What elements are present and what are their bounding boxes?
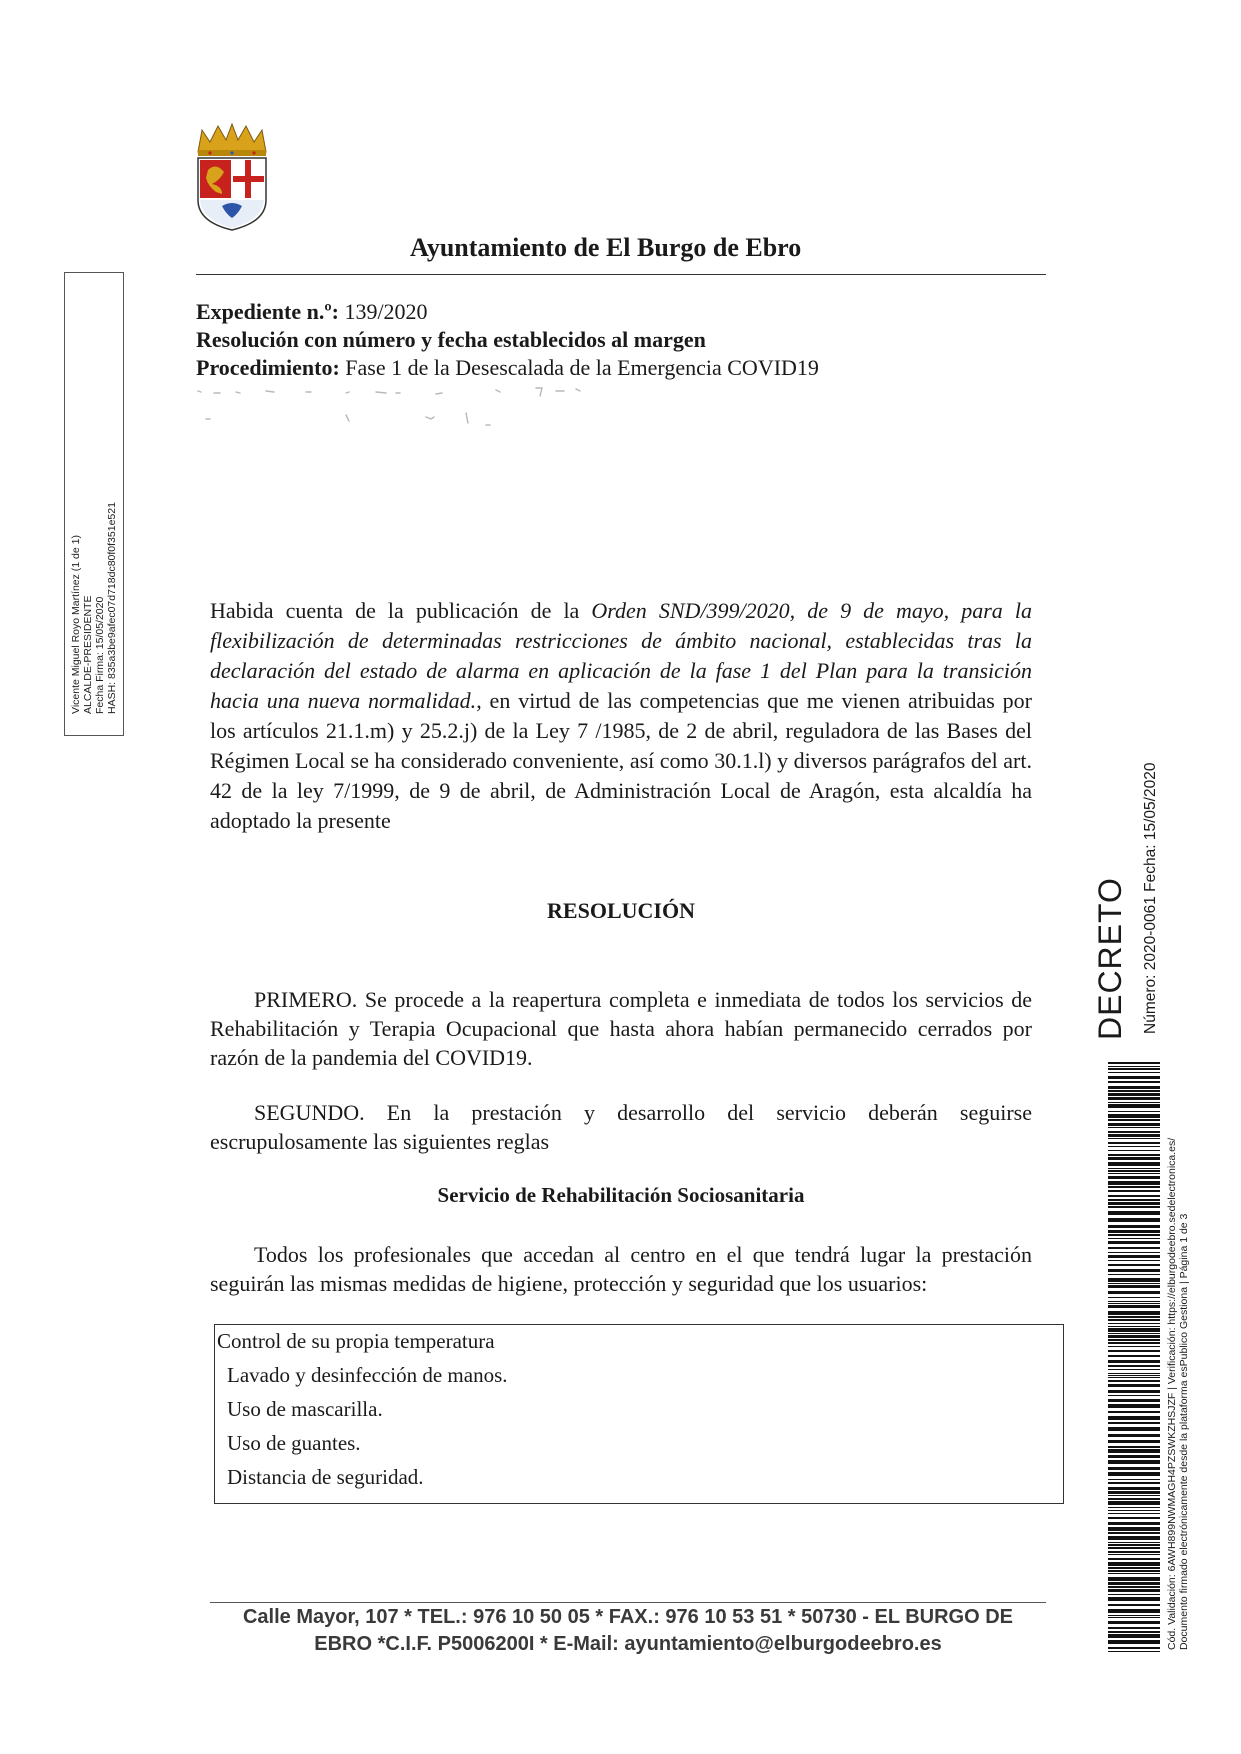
list-item: Control de su propia temperatura	[217, 1329, 495, 1353]
footer-divider	[210, 1602, 1046, 1603]
intro-text-b: , en virtud de las competencias que me vienen atribuidas por los artículos 21.1.m) y 25.2.j) de la Ley 7 /1985, de 2 de abril, reguladora de las Bases del Régimen Local se ha considerado conveniente, así como 30.1.l) y diversos parágrafos del art. 42 de la ley 7/1999, de 9 de abril, de Administración Local de Aragón, esta alcaldía ha adoptado la presente	[210, 688, 1032, 833]
procedimiento-label: Procedimiento:	[196, 355, 340, 380]
resolucion-text: Resolución con número y fecha establecidos al margen	[196, 327, 706, 352]
procedimiento-value: Fase 1 de la Desescalada de la Emergencia COVID19	[345, 355, 819, 380]
verification-text	[1166, 1138, 1190, 1650]
sign-date: Fecha Firma: 15/05/2020	[94, 596, 106, 714]
coat-of-arms-icon	[192, 122, 272, 234]
footer-line-2: EBRO *C.I.F. P5006200I * E-Mail: ayuntamiento@elburgodeebro.es	[314, 1633, 942, 1655]
barcode-icon	[1108, 1062, 1160, 1652]
verification-platform: Documento firmado electrónicamente desde la plataforma esPublico Gestiona | Página 1 de 3	[1178, 1213, 1190, 1650]
verification-code: Cód. Validación: 6AWH899NWMAGH4PZSWKZHSJZF | Verificación: https://elburgodeebro.sedelectronica.es/	[1166, 1137, 1178, 1650]
signer-name: Vicente Miguel Royo Martínez (1 de 1)	[70, 535, 82, 714]
expediente-label: Expediente n.º:	[196, 299, 339, 324]
procedimiento-line	[196, 354, 819, 382]
rules-box	[214, 1324, 1064, 1504]
resolucion-heading: RESOLUCIÓN	[547, 898, 695, 923]
decreto-label: DECRETO	[1092, 877, 1128, 1040]
expediente-line	[196, 298, 428, 326]
signer-role: ALCALDE-PRESIDENTE	[82, 595, 94, 714]
segundo-paragraph: SEGUNDO. En la prestación y desarrollo del servicio deberán seguirse escrupulosamente las siguientes reglas	[210, 1100, 1032, 1154]
signature-stamp	[64, 272, 124, 736]
service-heading: Servicio de Rehabilitación Sociosanitaria	[437, 1183, 805, 1207]
footer-line-1: Calle Mayor, 107 * TEL.: 976 10 50 05 * FAX.: 976 10 53 51 * 50730 - EL BURGO DE	[242, 1606, 1014, 1628]
list-item: Uso de guantes.	[227, 1431, 361, 1455]
decree-number-date: Número: 2020-0061 Fecha: 15/05/2020	[1142, 762, 1159, 1034]
list-item: Distancia de seguridad.	[227, 1465, 424, 1489]
list-item: Lavado y desinfección de manos.	[227, 1363, 508, 1387]
sign-hash: HASH: 835a3be9afec07d718dc80f0f351e521	[106, 502, 118, 714]
decreto-stamp	[1090, 700, 1190, 1040]
title-divider	[196, 274, 1046, 275]
organization-title: Ayuntamiento de El Burgo de Ebro	[410, 233, 802, 262]
todos-paragraph: Todos los profesionales que accedan al centro en el que tendrá lugar la prestación seguirán las mismas medidas de higiene, protección y seguridad que los usuarios:	[210, 1242, 1032, 1296]
intro-text-a: Habida cuenta de la publicación de la	[210, 598, 592, 623]
intro-paragraph	[210, 596, 1032, 836]
primero-paragraph: PRIMERO. Se procede a la reapertura completa e inmediata de todos los servicios de Rehabilitación y Terapia Ocupacional que hasta ahora habían permanecido cerrados por razón de la pandemia del COVID19.	[210, 987, 1032, 1070]
intro-order-citation: Orden SND/399/2020, de 9 de mayo, para la flexibilización de determinadas restricciones de ámbito nacional, establecidas tras la declaración del estado de alarma en aplicación de la fase 1 del Plan para la transición hacia una nueva normalidad.	[210, 598, 1032, 713]
resolucion-line	[196, 326, 706, 354]
footer-address	[200, 1604, 1056, 1658]
list-item: Uso de mascarilla.	[227, 1397, 383, 1421]
erased-text-marks	[196, 385, 716, 455]
expediente-value: 139/2020	[344, 299, 428, 324]
